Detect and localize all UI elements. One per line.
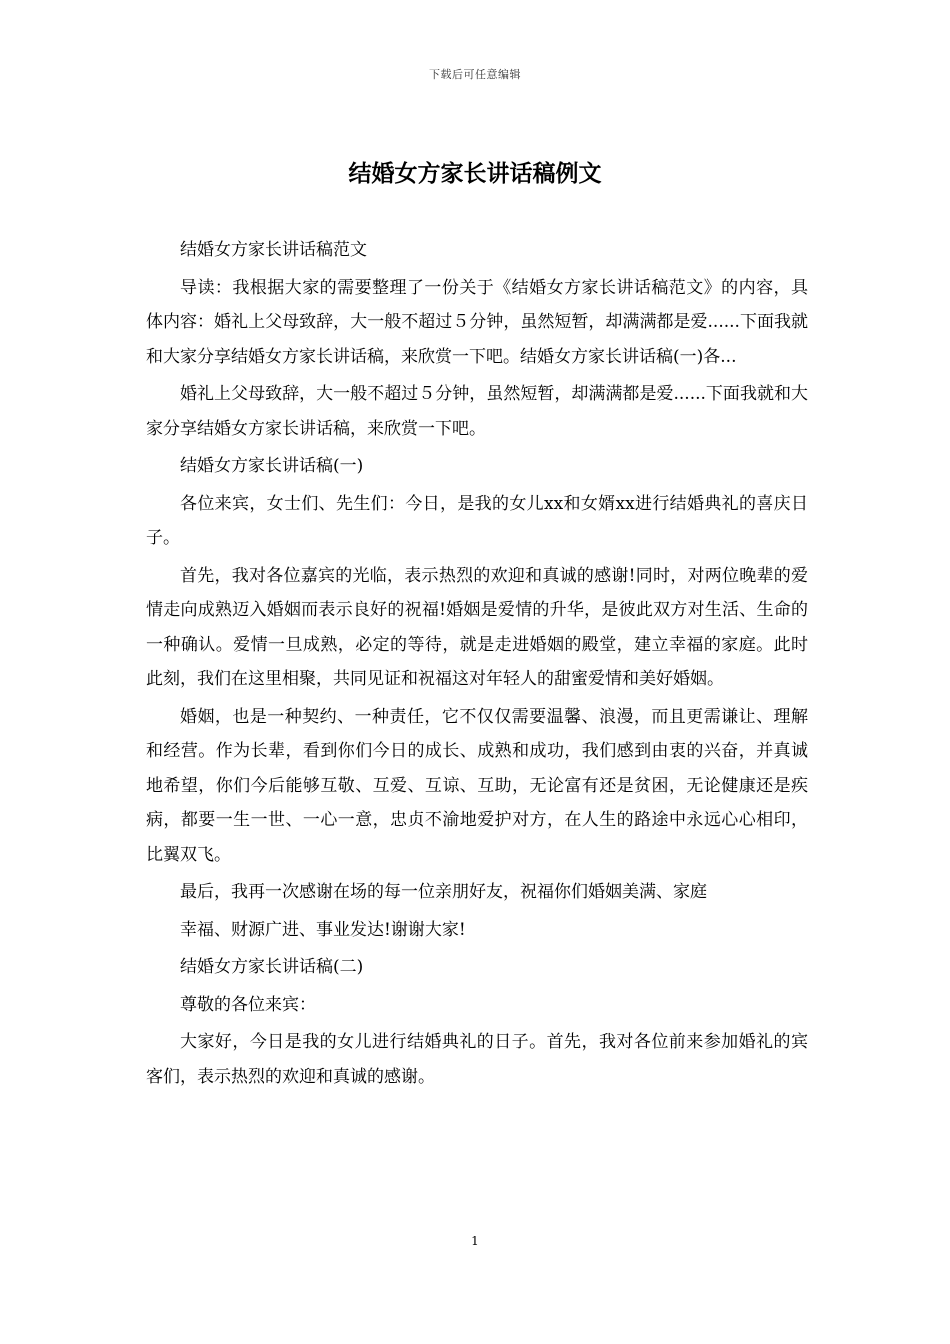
paragraph: 幸福、财源广进、事业发达!谢谢大家! (180, 919, 466, 940)
paragraph-salutation: 尊敬的各位来宾： (180, 994, 316, 1015)
paragraph: 婚礼上父母致辞，大一般不超过５分钟，虽然短暂，却满满都是爱......下面我就和大家分享结婚女方家长讲话稿，来欣赏一下吧。 (146, 384, 808, 439)
paragraph-subtitle: 结婚女方家长讲话稿范文 (180, 240, 367, 260)
section-heading-2: 结婚女方家长讲话稿(二) (180, 957, 364, 977)
paragraph: 首先，我对各位嘉宾的光临，表示热烈的欢迎和真诚的感谢!同时，对两位晚辈的爱情走向成熟迈入婚姻而表示良好的祝福!婚姻是爱情的升华，是彼此双方对生活、生命的一种确认。爱情一旦成熟，必定的等待，就是走进婚姻的殿堂，建立幸福的家庭。此时此刻，我们在这里相聚，共同见证和祝福这对年轻人的甜蜜爱情和美好婚姻。 (146, 565, 808, 689)
document-body (146, 233, 808, 1097)
paragraph: 最后，我再一次感谢在场的每一位亲朋好友，祝福你们婚姻美满、家庭 (180, 882, 707, 902)
paragraph: 大家好，今日是我的女儿进行结婚典礼的日子。首先，我对各位前来参加婚礼的宾客们，表示热烈的欢迎和真诚的感谢。 (146, 1032, 808, 1087)
paragraph: 婚姻，也是一种契约、一种责任，它不仅仅需要温馨、浪漫，而且更需谦让、理解和经营。作为长辈，看到你们今日的成长、成熟和成功，我们感到由衷的兴奋，并真诚地希望，你们今后能够互敬、互爱、互谅、互助，无论富有还是贫困，无论健康还是疾病，都要一生一世、一心一意，忠贞不渝地爱护对方，在人生的路途中永远心心相印，比翼双飞。 (146, 706, 808, 865)
paragraph: 各位来宾，女士们、先生们：今日，是我的女儿xx和女婿xx进行结婚典礼的喜庆日子。 (146, 493, 808, 548)
section-heading-1: 结婚女方家长讲话稿(一) (180, 456, 364, 476)
header-note: 下载后可任意编辑 (429, 68, 521, 81)
paragraph-intro: 导读：我根据大家的需要整理了一份关于《结婚女方家长讲话稿范文》的内容，具体内容：婚礼上父母致辞，大一般不超过５分钟，虽然短暂，却满满都是爱......下面我就和大家分享结婚女方家长讲话稿，来欣赏一下吧。结婚女方家长讲话稿(一)各... (146, 277, 808, 367)
page-number: 1 (471, 1234, 479, 1248)
document-title: 结婚女方家长讲话稿例文 (348, 160, 602, 187)
